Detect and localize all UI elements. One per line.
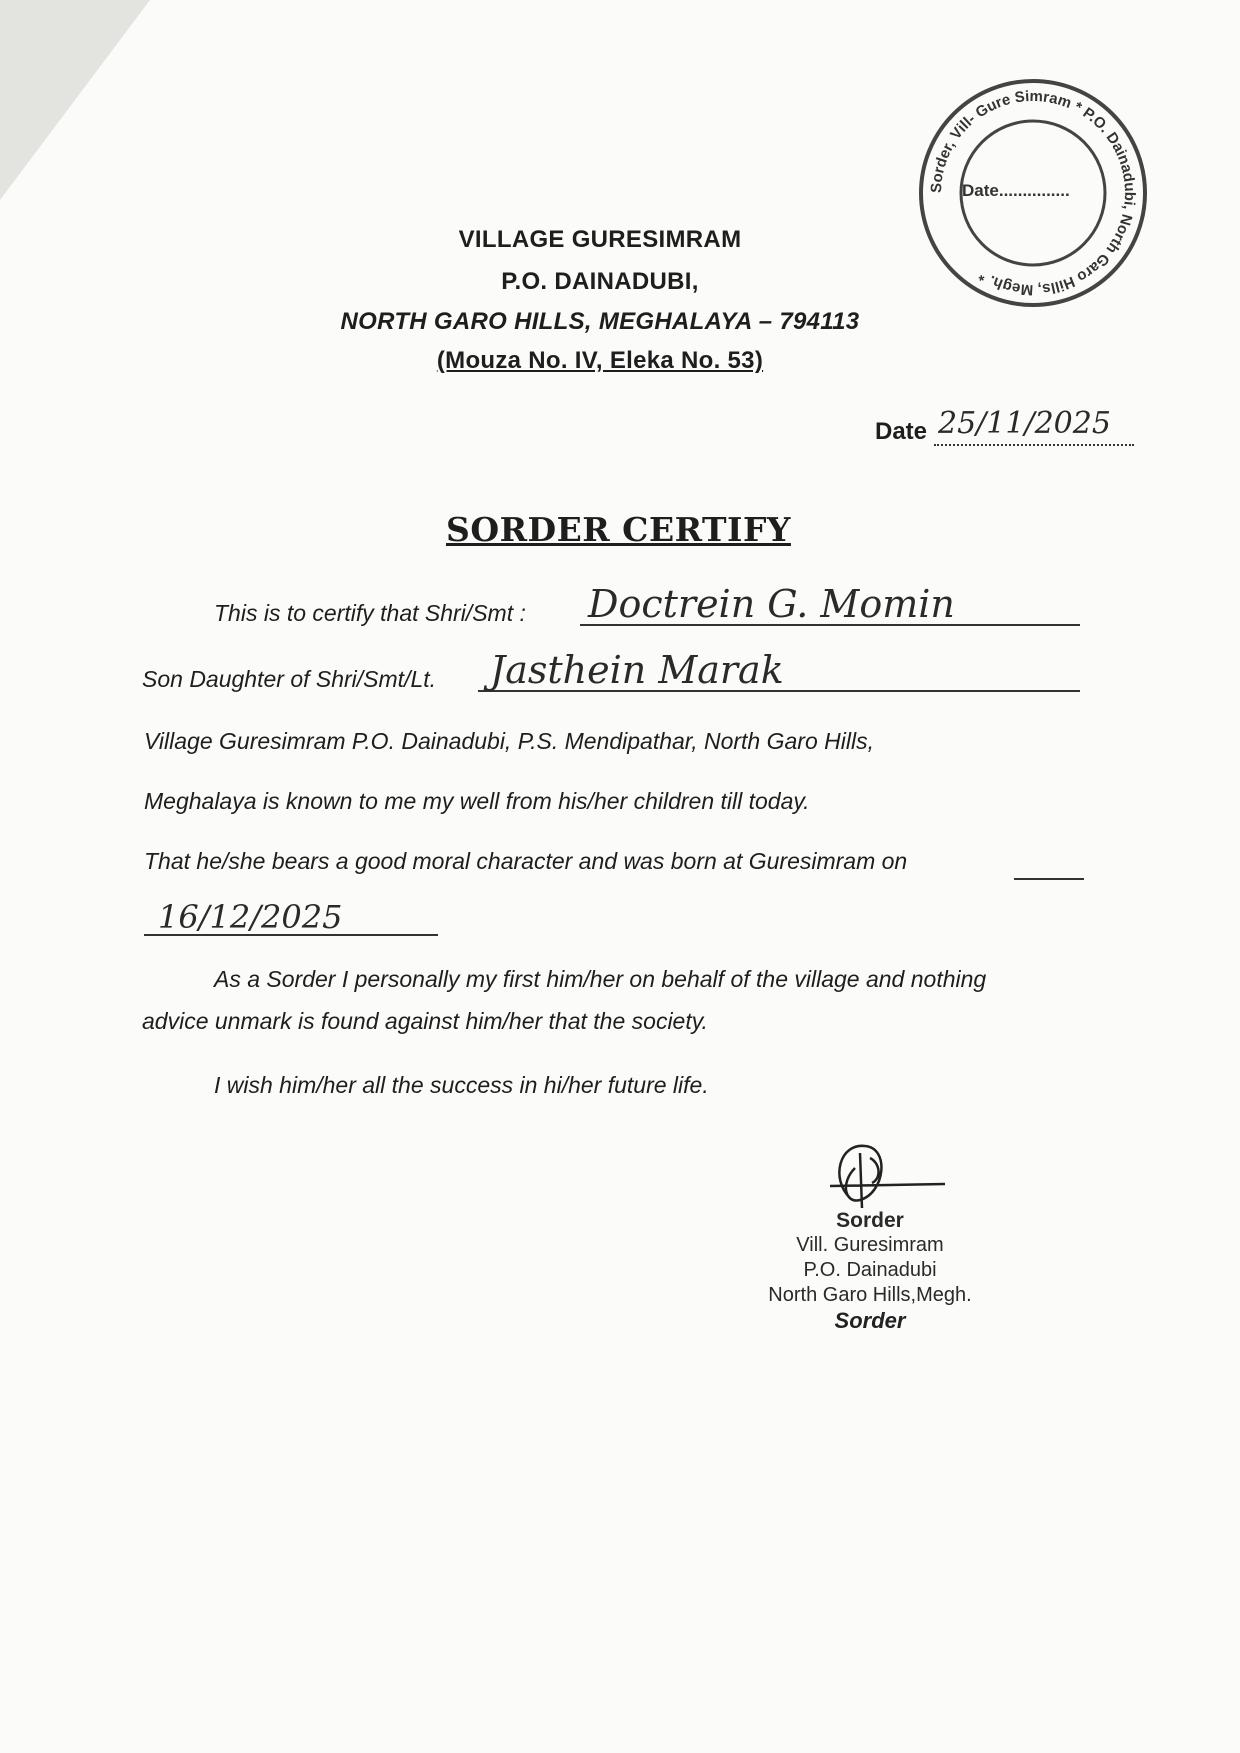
parent-label: Son Daughter of Shri/Smt/Lt. [142,666,437,692]
header-mouza: (Mouza No. IV, Eleka No. 53) [436,347,764,374]
address-line: Village Guresimram P.O. Dainadubi, P.S. Mendipathar, North Garo Hills, [144,728,874,754]
certificate-title: SORDER CERTIFY [446,510,791,549]
header-po: P.O. DAINADUBI, [501,268,699,295]
header-mouza-wrap [300,347,900,375]
character-line: That he/she bears a good moral character and was born at Guresimram on [144,848,908,874]
signature-title: Sorder [836,1209,904,1232]
date-label: Date [875,418,928,445]
behalf-line: As a Sorder I personally my first him/her on behalf of the village and nothing [214,966,987,992]
birth-trailing-underline [1014,878,1084,880]
signature-po: P.O. Dainadubi [803,1259,937,1281]
society-line: advice unmark is found against him/her that the society. [142,1008,708,1034]
sorder-seal-stamp [918,78,1148,308]
seal-date-label: Date............... [962,181,1070,200]
certify-label: This is to certify that Shri/Smt : [214,600,526,626]
handwritten-signature [820,1138,950,1218]
signature-block [700,1208,1040,1333]
wish-line: I wish him/her all the success in hi/her future life. [214,1072,709,1098]
known-line: Meghalaya is known to me my well from his/her children till today. [144,788,810,814]
signature-district: North Garo Hills,Megh. [768,1284,972,1306]
signature-village: Vill. Guresimram [796,1234,944,1256]
header-district: NORTH GARO HILLS, MEGHALAYA – 794113 [340,308,860,335]
parent-name: Jasthein Marak [490,648,784,692]
signature-role: Sorder [834,1308,906,1333]
header-village: VILLAGE GURESIMRAM [458,226,742,253]
seal-ring-text: Sorder, Vill- Gure Simram * P.O. Dainadubi, North Garo Hills, Megh. * [927,87,1139,299]
folded-corner [0,0,150,200]
certified-person-name: Doctrein G. Momin [588,582,955,626]
date-value: 25/11/2025 [938,406,1111,441]
birth-date-value: 16/12/2025 [158,898,343,936]
